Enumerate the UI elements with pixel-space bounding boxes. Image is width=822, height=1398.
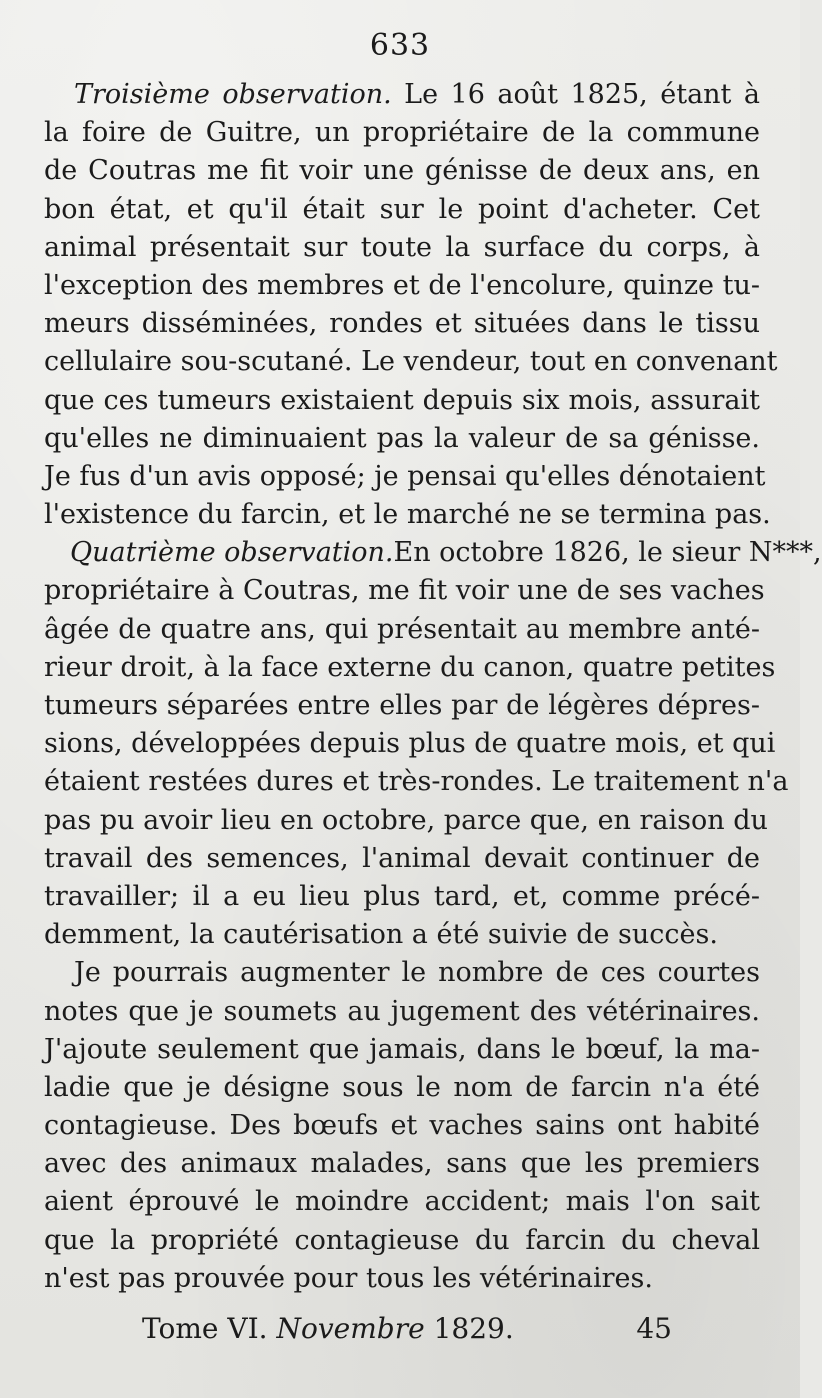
text-line: pas pu avoir lieu en octobre, parce que, en raison du [44,804,768,836]
text-line: la foire de Guitre, un propriétaire de la commune [44,117,760,149]
text-line: sions, développées depuis plus de quatre mois, et qui [44,728,776,760]
observation-heading: Quatrième observation. [70,537,394,569]
text-line: Quatrième observation.En octobre 1826, le sieur N***, [70,537,822,569]
issue-month: Novembre [276,1312,425,1345]
text-line: tumeurs séparées entre elles par de légères dépres- [44,690,760,721]
text-line: Je fus d'un avis opposé; je pensai qu'elles dénotaient [44,460,766,492]
text-line: que ces tumeurs existaient depuis six mois, assurait [44,384,760,416]
text-line: ladie que je désigne sous le nom de farcin n'a été [44,1071,760,1103]
text-line: Troisième observation. Le 16 août 1825, étant à [74,79,760,110]
observation-heading: Troisième observation. [74,79,392,110]
text-line: propriétaire à Coutras, me fit voir une de ses vaches [44,575,765,607]
body-text [44,76,822,1298]
text-line: demment, la cautérisation a été suivie de succès. [44,919,718,951]
text-line: travailler; il a eu lieu plus tard, et, comme précé- [44,880,760,912]
page-footer [142,1312,672,1345]
text-line: Je pourrais augmenter le nombre de ces courtes [74,957,760,989]
text-line: que la propriété contagieuse du farcin du cheval [44,1224,760,1256]
text-line: de Coutras me fit voir une génisse de deux ans, en [44,155,760,187]
text-line: l'exception des membres et de l'encolure, quinze tu- [44,269,760,301]
text-line: qu'elles ne diminuaient pas la valeur de sa génisse. [44,422,760,454]
text-line: cellulaire sou-scutané. Le vendeur, tout en convenant [44,346,778,378]
signature-mark: 45 [636,1312,672,1345]
text-line: âgée de quatre ans, qui présentait au membre anté- [44,613,760,645]
text-line: bon état, et qu'il était sur le point d'acheter. Cet [44,193,760,225]
text-line: notes que je soumets au jugement des vétérinaires. [44,995,760,1027]
text-line: aient éprouvé le moindre accident; mais l'on sait [44,1186,760,1218]
text-line: avec des animaux malades, sans que les premiers [44,1148,760,1180]
page-number: 633 [369,28,431,63]
text-line: étaient restées dures et très-rondes. Le traitement n'a [44,766,789,798]
text-line: travail des semences, l'animal devait continuer de [44,842,760,874]
text-line: l'existence du farcin, et le marché ne se termina pas. [44,499,771,531]
text-line: n'est pas prouvée pour tous les vétérinaires. [44,1262,653,1294]
text-line: contagieuse. Des bœufs et vaches sains ont habité [44,1110,760,1142]
text-line: meurs disséminées, rondes et situées dans le tissu [44,308,760,340]
text-line: rieur droit, à la face externe du canon, quatre petites [44,651,776,683]
volume-label: Tome VI. [142,1312,268,1345]
text-line: J'ajoute seulement que jamais, dans le bœuf, la ma- [44,1033,760,1065]
issue-year: 1829. [433,1312,514,1345]
text-line: animal présentait sur toute la surface du corps, à [44,231,760,263]
